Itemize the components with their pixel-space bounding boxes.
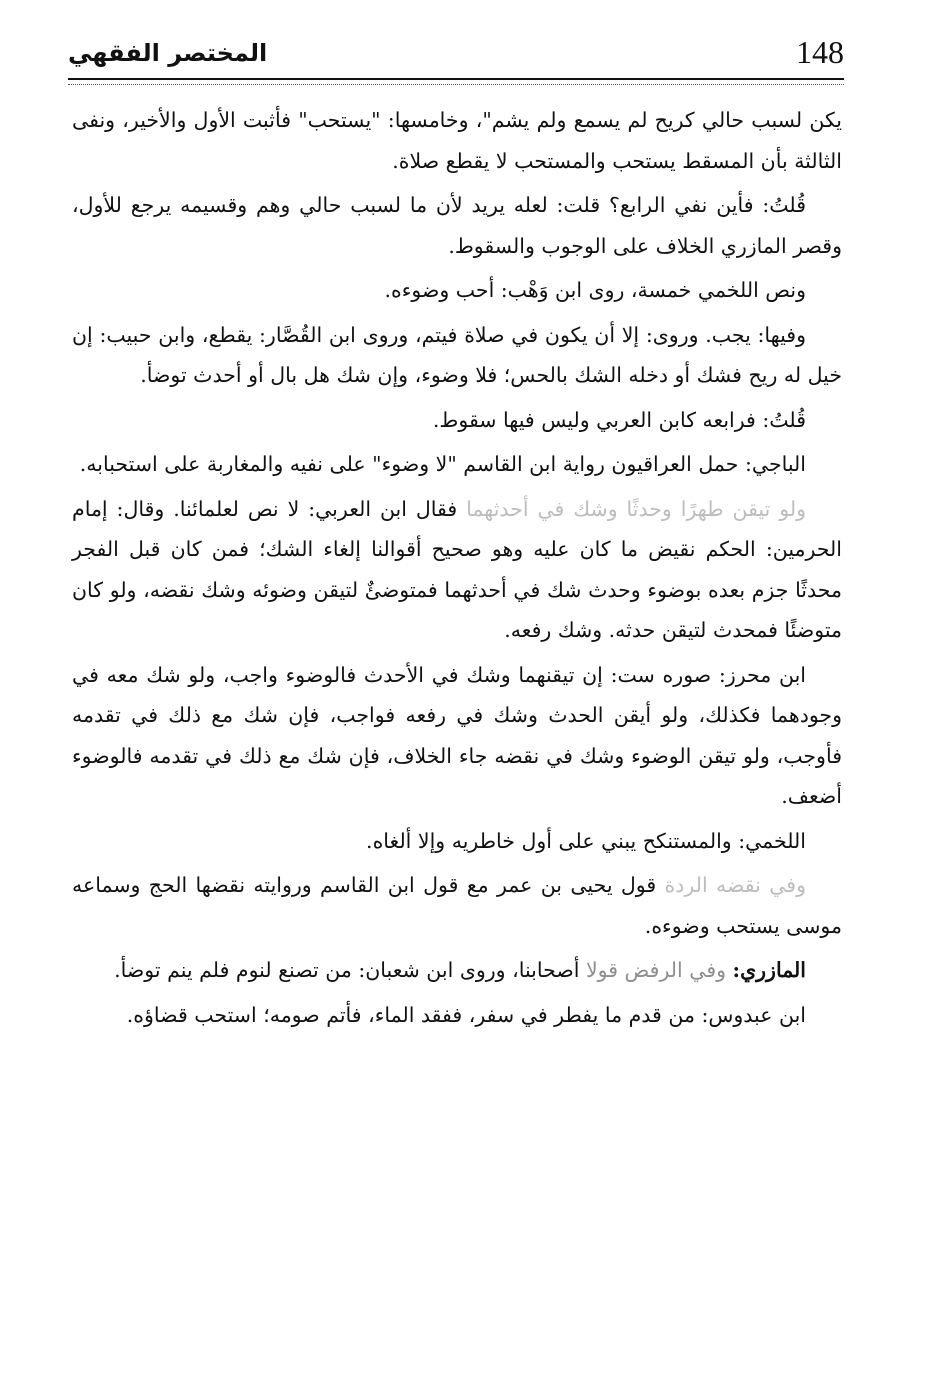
paragraph-text: اللخمي: والمستنكح يبني على أول خاطريه وإلا ألغاه. [366, 828, 806, 853]
page-number: 148 [796, 34, 844, 70]
header-rule [68, 78, 844, 80]
page-header [68, 28, 844, 78]
paragraph [72, 270, 842, 311]
paragraph [72, 995, 842, 1036]
paragraph [72, 444, 842, 485]
running-title: المختصر الفقهي [68, 39, 268, 67]
paragraph [72, 821, 842, 862]
paragraph-text: فقال ابن العربي: لا نص لعلمائنا. وقال: إمام الحرمين: الحكم نقيض ما كان عليه وهو صحيح أقوالنا إلغاء الشك؛ فمن كان قبل الفجر محدثًا جزم بعده بوضوء وحدث شك في أحدثهما فمتوضئٌ لتيقن وضوئه وشك نقضه، ولو كان متوضئًا فمحدث لتيقن حدثه. وشك رفعه. [72, 496, 842, 642]
header-rule-dotted [68, 84, 844, 85]
paragraph-text: يكن لسبب حالي كريح لم يسمع ولم يشم"، وخامسها: "يستحب" فأثبت الأول والأخير، ونفى الثالثة بأن المسقط يستحب والمستحب لا يقطع صلاة. [72, 108, 842, 173]
paragraph [72, 315, 842, 396]
paragraph [72, 185, 842, 266]
paragraph [72, 100, 842, 181]
paragraph-text: قول يحيى بن عمر مع قول ابن القاسم وروايته نقضها الحج وسماعه موسى يستحب وضوءه. [72, 873, 842, 938]
body-text [72, 100, 842, 1039]
paragraph [72, 950, 842, 991]
paragraph [72, 400, 842, 441]
paragraph-text: قُلتُ: فرابعه كابن العربي وليس فيها سقوط. [432, 407, 806, 432]
paragraph-text: الباجي: حمل العراقيون رواية ابن القاسم "لا وضوء" على نفيه والمغاربة على استحبابه. [79, 452, 806, 476]
faded-lead-text: ولو تيقن طهرًا وحدثًا وشك في أحدثهما [466, 496, 806, 521]
paragraph-text: وفيها: يجب. وروى: إلا أن يكون في صلاة فيتم، وروى ابن القُصَّار: يقطع، وابن حبيب: إن خيل له ريح فشك أو دخله الشك بالحس؛ فلا وضوء، وإن شك هل بال أو أحدث توضأ. [72, 322, 842, 387]
faded-lead-text: وفي نقضه الردة [664, 873, 806, 897]
paragraph-text: ونص اللخمي خمسة، روى ابن وَهْب: أحب وضوءه. [384, 278, 806, 302]
faded-lead-text: وفي الرفض قولا [585, 958, 733, 982]
paragraph [72, 865, 842, 946]
bold-lead-text: المازري: [732, 958, 806, 982]
paragraph-text: ابن محرز: صوره ست: إن تيقنهما وشك في الأحدث فالوضوء واجب، ولو شك معه في وجودهما فكذلك، ولو أيقن الحدث وشك في رفعه فواجب، فإن شك مع ذلك في تقدمه فأوجب، ولو تيقن الوضوء وشك في نقضه جاء الخلاف، فإن شك مع ذلك في تقدمه فالوضوء أضعف. [72, 662, 842, 808]
paragraph-text: قُلتُ: فأين نفي الرابع؟ قلت: لعله يريد لأن ما لسبب حالي وهم وقسيمه يرجع للأول، وقصر المازري الخلاف على الوجوب والسقوط. [72, 193, 842, 258]
paragraph [72, 655, 842, 817]
paragraph-text: ابن عبدوس: من قدم ما يفطر في سفر، ففقد الماء، فأتم صومه؛ استحب قضاؤه. [126, 1002, 806, 1027]
paragraph-text: أصحابنا، وروى ابن شعبان: من تصنع لنوم فلم ينم توضأ. [114, 958, 586, 982]
paragraph [72, 489, 842, 651]
